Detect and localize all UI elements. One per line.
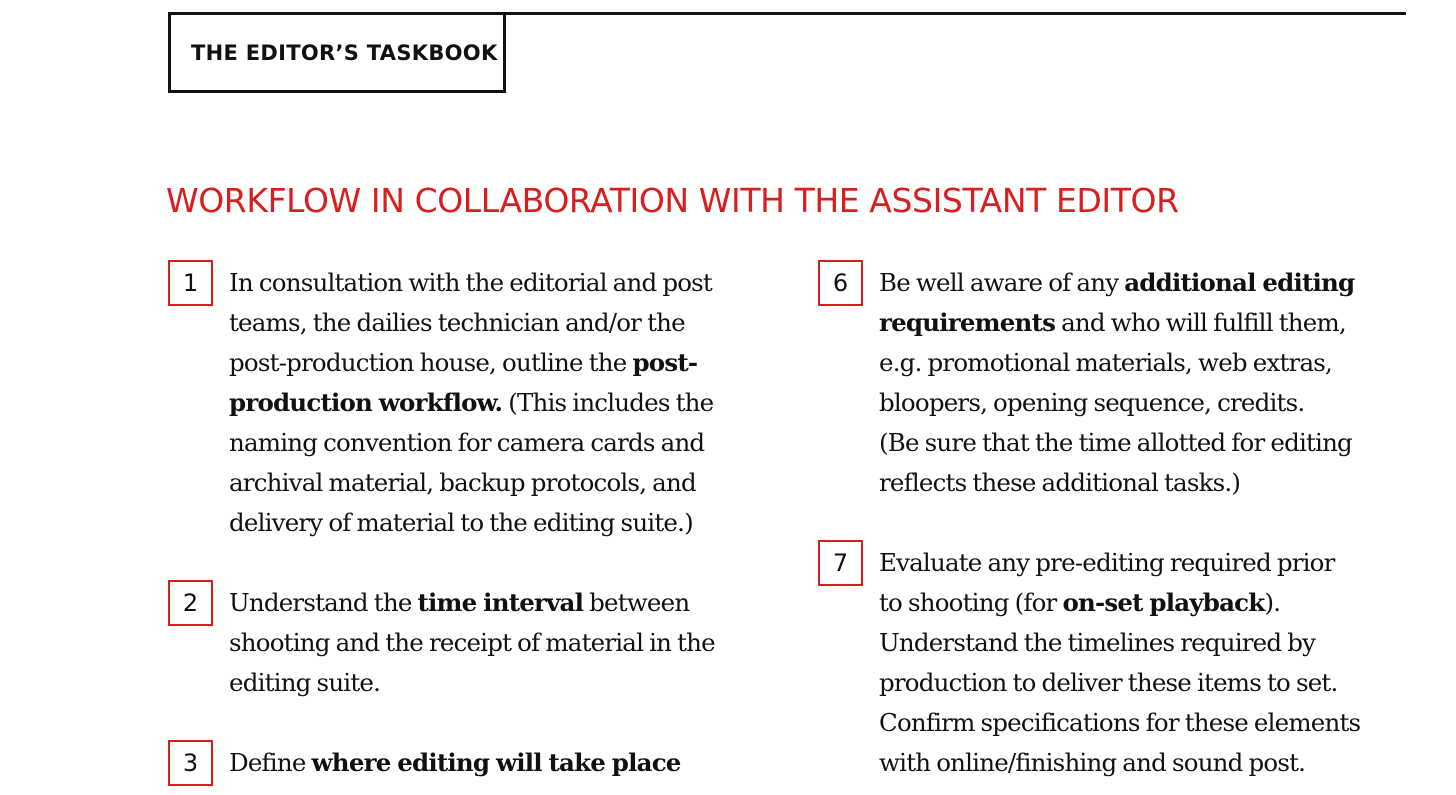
item-text: Define where editing will take place [229, 748, 681, 777]
item-text: In consultation with the editorial and post teams, the dailies technician and/or the post-production house, outline the post- production workflow. (This includes the naming convention for camera cards and archival material, backup protocols, and delivery of material to the editing suite.) [229, 268, 714, 537]
item-number-badge: 2 [168, 580, 213, 626]
item-number-badge: 3 [168, 740, 213, 786]
item-text: Evaluate any pre-editing required prior to shooting (for on-set playback). Understand the timelines required by production to deliver these items to set. Confirm specifications for these elements with online/finishing and sound post. [879, 548, 1361, 777]
section-title: WORKFLOW IN COLLABORATION WITH THE ASSISTANT EDITOR [166, 181, 1179, 220]
item-number-badge: 1 [168, 260, 213, 306]
item-text: Be well aware of any additional editing requirements and who will fulfill them, e.g. promotional materials, web extras, bloopers, opening sequence, credits. (Be sure that the time allotted for editing reflects these additional tasks.) [879, 268, 1355, 497]
item-number-badge: 7 [818, 540, 863, 586]
taskbook-header-label: THE EDITOR’S TASKBOOK [191, 41, 498, 65]
taskbook-header-box [168, 12, 506, 93]
item-number-badge: 6 [818, 260, 863, 306]
item-text: Understand the time interval between shooting and the receipt of material in the editing suite. [229, 588, 715, 697]
